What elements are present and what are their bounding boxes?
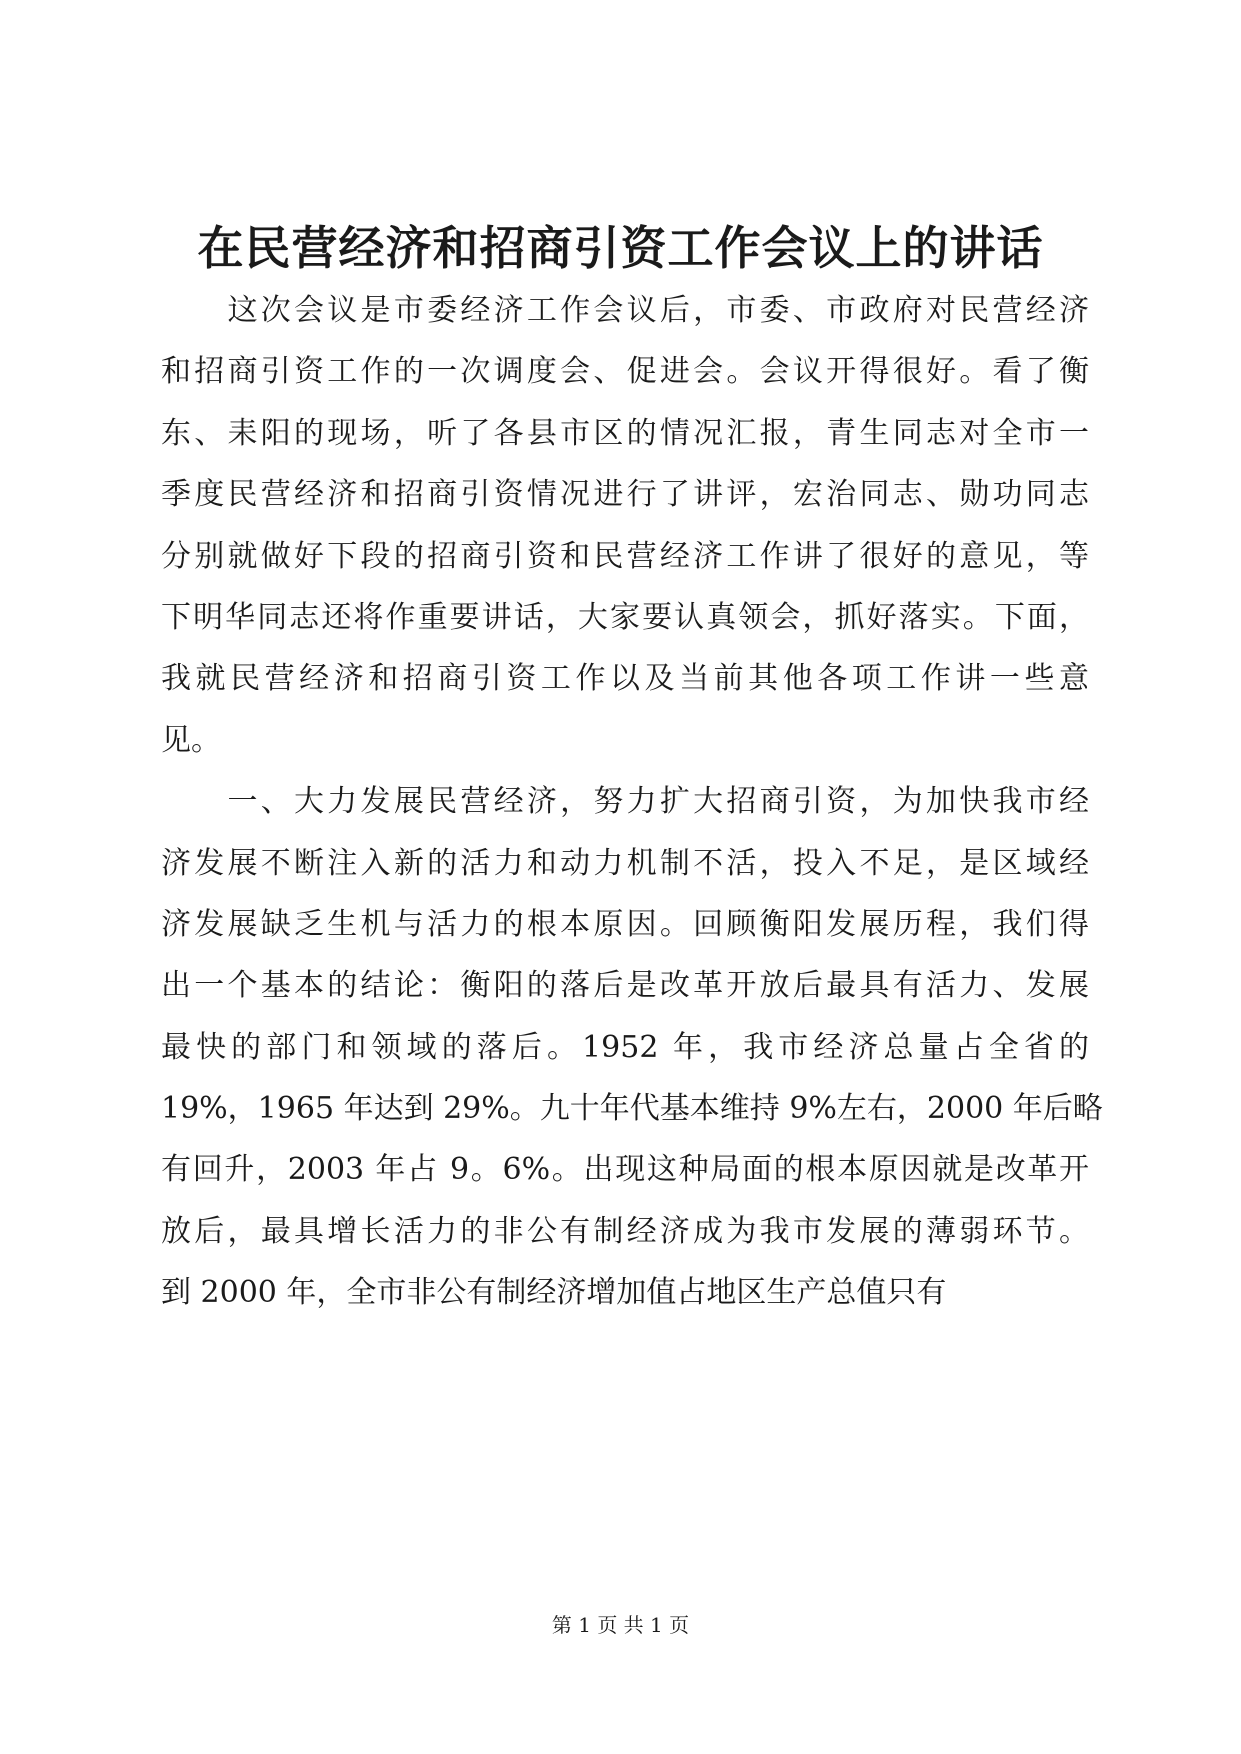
text-line: 济发展不断注入新的活力和动力机制不活，投入不足，是区域经 bbox=[161, 845, 1089, 881]
text-line: 下明华同志还将作重要讲话，大家要认真领会，抓好落实。下面， bbox=[161, 599, 1089, 635]
document-title: 在民营经济和招商引资工作会议上的讲话 bbox=[197, 221, 1044, 275]
text-line: 出一个基本的结论：衡阳的落后是改革开放后最具有活力、发展 bbox=[161, 968, 1089, 1004]
text-line: 有回升，2003 年占 9。6%。出现这种局面的根本原因就是改革开 bbox=[161, 1152, 1089, 1188]
text-line: 和招商引资工作的一次调度会、促进会。会议开得很好。看了衡 bbox=[161, 354, 1089, 390]
text-line: 这次会议是市委经济工作会议后，市委、市政府对民营经济 bbox=[161, 293, 1089, 328]
text-line: 见。 bbox=[161, 722, 221, 758]
text-line: 济发展缺乏生机与活力的根本原因。回顾衡阳发展历程，我们得 bbox=[161, 906, 1089, 942]
page-footer: 第 1 页 共 1 页 bbox=[551, 1613, 690, 1637]
text-line: 分别就做好下段的招商引资和民营经济工作讲了很好的意见，等 bbox=[161, 538, 1089, 574]
text-line: 一、大力发展民营经济，努力扩大招商引资，为加快我市经 bbox=[161, 784, 1089, 820]
document-body bbox=[161, 280, 1103, 1324]
text-line: 放后，最具增长活力的非公有制经济成为我市发展的薄弱环节。 bbox=[161, 1213, 1089, 1249]
paragraph bbox=[161, 771, 1103, 1324]
paragraph bbox=[161, 280, 1089, 771]
text-line: 最快的部门和领域的落后。1952 年，我市经济总量占全省的 bbox=[161, 1029, 1089, 1065]
text-line: 到 2000 年，全市非公有制经济增加值占地区生产总值只有 bbox=[161, 1275, 947, 1311]
text-line: 我就民营经济和招商引资工作以及当前其他各项工作讲一些意 bbox=[161, 661, 1089, 697]
text-line: 19%，1965 年达到 29%。九十年代基本维持 9%左右，2000 年后略 bbox=[161, 1091, 1103, 1127]
text-line: 东、耒阳的现场，听了各县市区的情况汇报，青生同志对全市一 bbox=[161, 415, 1089, 451]
text-line: 季度民营经济和招商引资情况进行了讲评，宏治同志、勋功同志 bbox=[161, 477, 1089, 513]
